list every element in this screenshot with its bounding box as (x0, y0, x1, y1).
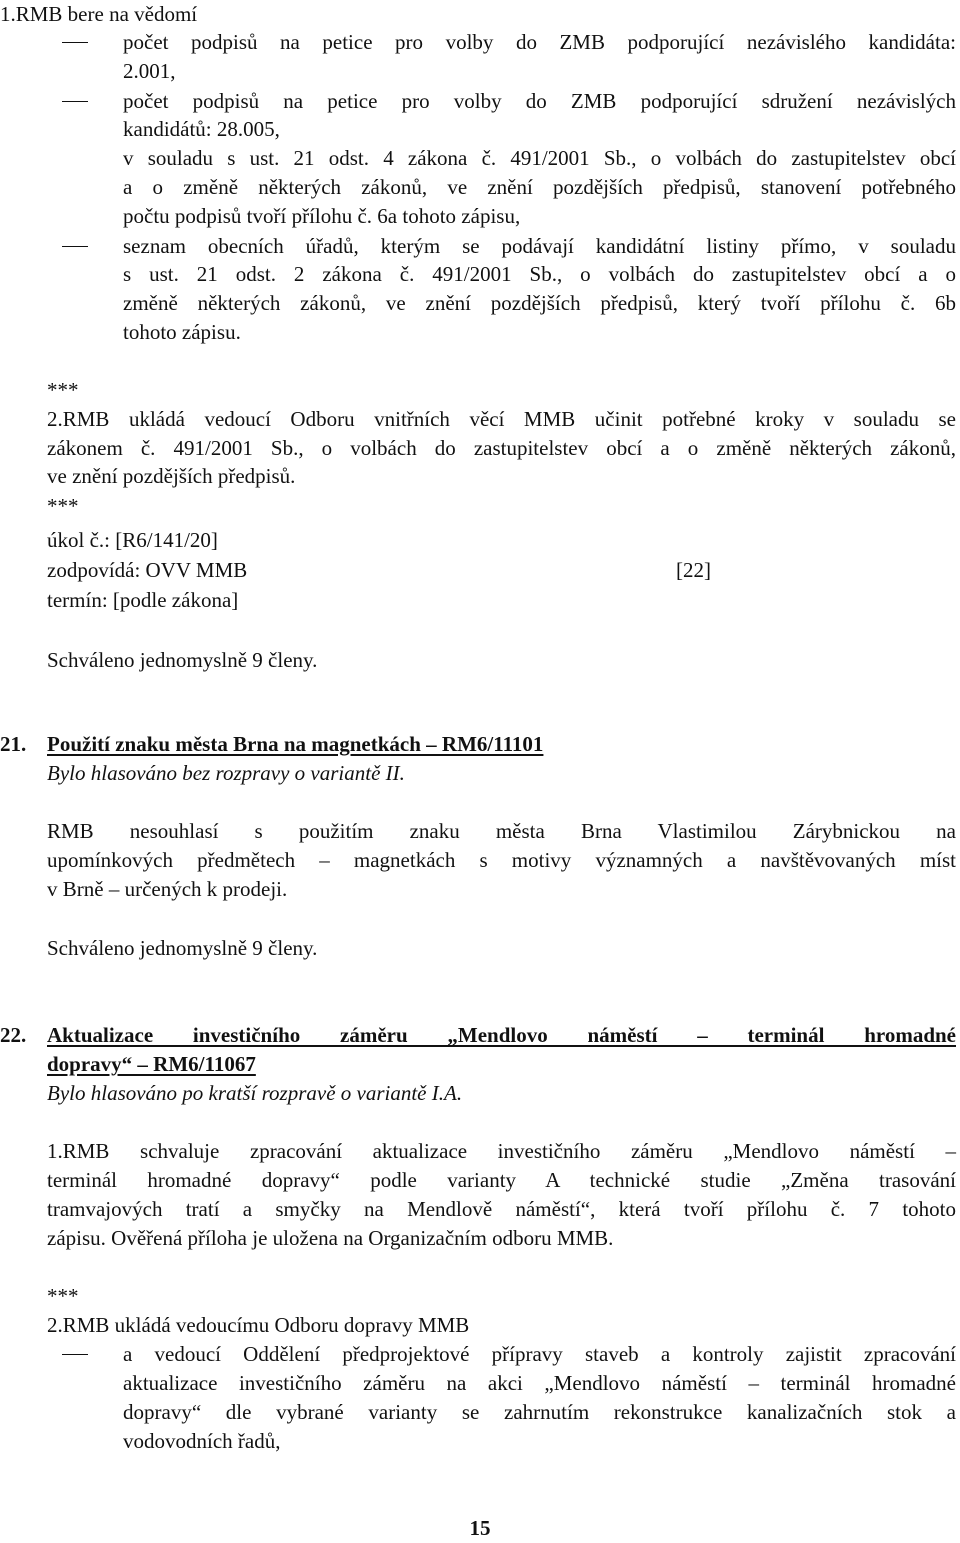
separator-stars: *** (47, 378, 79, 402)
task-deadline: termín: [podle zákona] (47, 588, 239, 612)
item-title: Použití znaku města Brna na magnetkách – RM6/11101 (47, 732, 544, 756)
bullet-line-1: a vedoucí Oddělení předprojektové přípravy staveb a kontroly zajistit zpracování (123, 1342, 956, 1366)
vote-note: Bylo hlasováno po kratší rozpravě o variantě I.A. (47, 1081, 463, 1105)
bullet-dash (62, 1354, 88, 1355)
bullet-2-line-5: počtu podpisů tvoří přílohu č. 6a tohoto zápisu, (123, 204, 521, 228)
bullet-2-line-1: počet podpisů na petice pro volby do ZMB podporující sdružení nezávislých (123, 89, 956, 113)
item-number: 22. (0, 1023, 27, 1047)
vote-note: Bylo hlasováno bez rozpravy o variantě II. (47, 761, 405, 785)
bullet-1-line-1: počet podpisů na petice pro volby do ZMB podporující nezávislého kandidáta: (123, 30, 956, 54)
bullet-dash (62, 246, 88, 247)
item-number: 21. (0, 732, 27, 756)
bullet-3-line-2: s ust. 21 odst. 2 zákona č. 491/2001 Sb., o volbách do zastupitelstev obcí a o (123, 262, 956, 286)
approval-note: Schváleno jednomyslně 9 členy. (47, 648, 318, 672)
bullet-line-2: aktualizace investičního záměru na akci „Mendlovo náměstí – terminál hromadné (123, 1371, 956, 1395)
para-1-line-3: tramvajových tratí a smyčky na Mendlově náměstí“, která tvoří přílohu č. 7 tohoto (47, 1197, 956, 1221)
page-number: 15 (469, 1516, 491, 1540)
bullet-2-line-3: v souladu s ust. 21 odst. 4 zákona č. 491/2001 Sb., o volbách do zastupitelstev obcí (123, 146, 956, 170)
para-1-line-4: zápisu. Ověřená příloha je uložena na Organizačním odboru MMB. (47, 1226, 614, 1250)
task-responsible-number: [22] (676, 558, 711, 582)
para-2-heading: 2.RMB ukládá vedoucímu Odboru dopravy MMB (47, 1313, 470, 1337)
task-number: úkol č.: [R6/141/20] (47, 528, 218, 552)
bullet-line-3: dopravy“ dle vybrané varianty se zahrnutím rekonstrukce kanalizačních stok a (123, 1400, 956, 1424)
para-1-line-2: terminál hromadné dopravy“ podle varianty A technické studie „Změna trasování (47, 1168, 956, 1192)
resolution-line-3: v Brně – určených k prodeji. (47, 877, 288, 901)
resolution-line-1: RMB nesouhlasí s použitím znaku města Brna Vlastimilou Zárybnickou na (47, 819, 956, 843)
para-1-heading: 1.RMB bere na vědomí (0, 2, 198, 26)
para-1-line-1: 1.RMB schvaluje zpracování aktualizace investičního záměru „Mendlovo náměstí – (47, 1139, 956, 1163)
bullet-3-line-4: tohoto zápisu. (123, 320, 241, 344)
bullet-line-4: vodovodních řadů, (123, 1429, 281, 1453)
task-responsible: zodpovídá: OVV MMB (47, 558, 248, 582)
bullet-1-line-2: 2.001, (123, 59, 176, 83)
bullet-dash (62, 42, 88, 43)
bullet-2-line-4: a o změně některých zákonů, ve znění pozdějších předpisů, stanovení potřebného (123, 175, 956, 199)
bullet-3-line-3: změně některých zákonů, ve znění pozdějších předpisů, který tvoří přílohu č. 6b (123, 291, 956, 315)
para-2-line-2: zákonem č. 491/2001 Sb., o volbách do zastupitelstev obcí a o změně některých zákonů, (47, 436, 956, 460)
bullet-dash (62, 101, 88, 102)
item-title-line-1: Aktualizace investičního záměru „Mendlovo náměstí – terminál hromadné (47, 1023, 956, 1047)
separator-stars: *** (47, 494, 79, 518)
resolution-line-2: upomínkových předmětech – magnetkách s motivy významných a navštěvovaných míst (47, 848, 956, 872)
bullet-2-line-2: kandidátů: 28.005, (123, 117, 280, 141)
para-2-line-1: 2.RMB ukládá vedoucí Odboru vnitřních věcí MMB učinit potřebné kroky v souladu se (47, 407, 956, 431)
item-title-line-2: dopravy“ – RM6/11067 (47, 1052, 256, 1076)
para-2-line-3: ve znění pozdějších předpisů. (47, 464, 296, 488)
bullet-3-line-1: seznam obecních úřadů, kterým se podávají kandidátní listiny přímo, v souladu (123, 234, 956, 258)
separator-stars: *** (47, 1284, 79, 1308)
approval-note: Schváleno jednomyslně 9 členy. (47, 936, 318, 960)
